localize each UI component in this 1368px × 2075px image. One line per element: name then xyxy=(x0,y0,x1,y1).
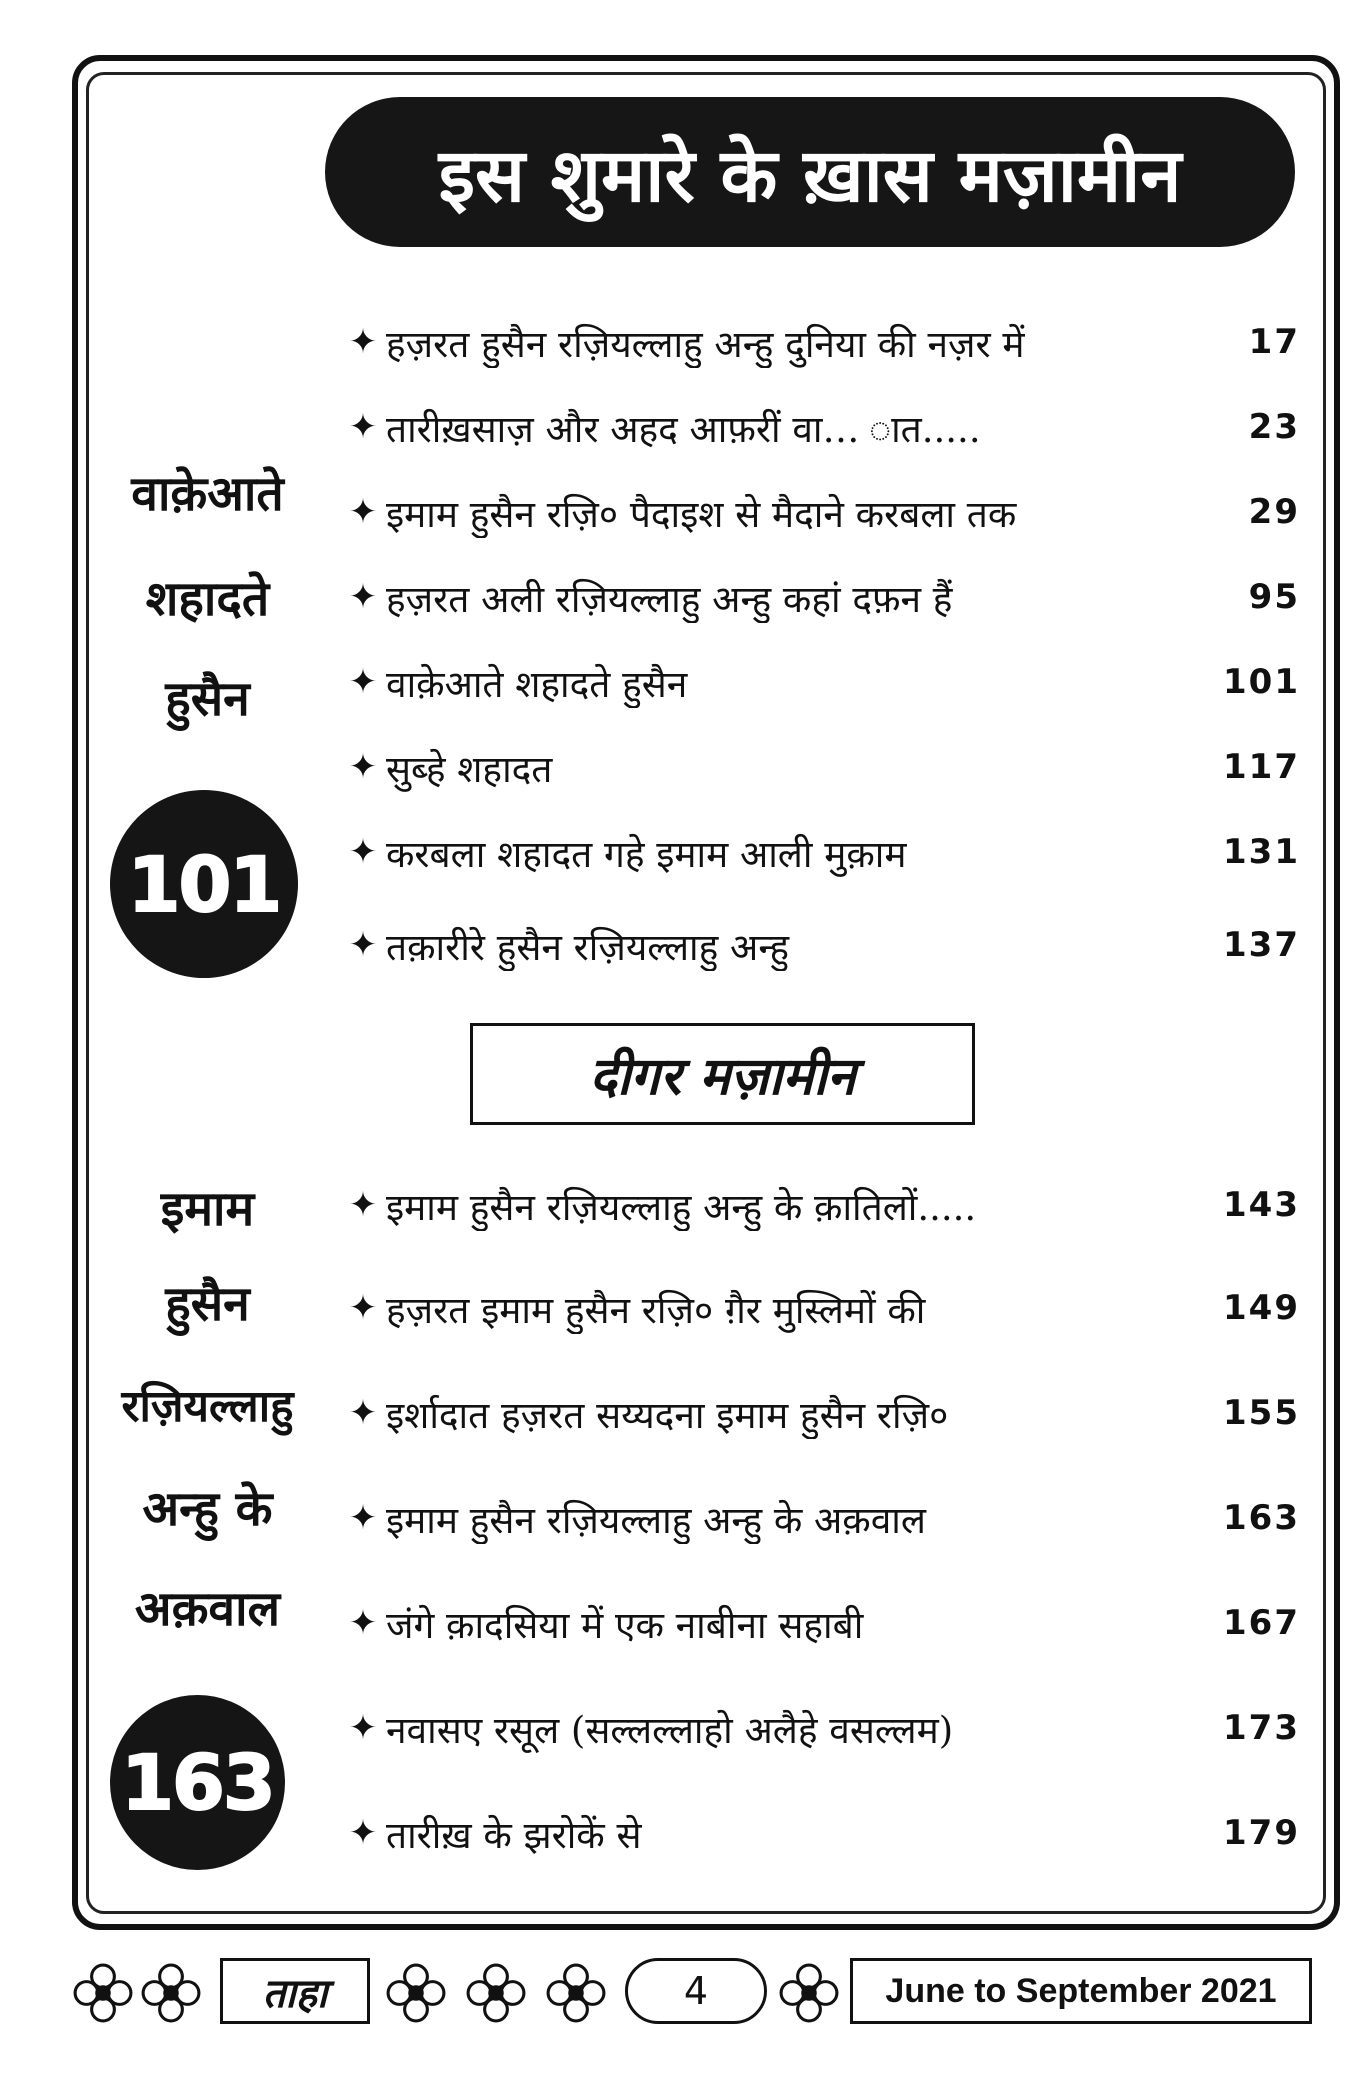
diamond-star-icon: ✦ xyxy=(348,577,378,617)
section1-page-badge: 101 xyxy=(110,790,298,978)
toc-entry[interactable] xyxy=(340,312,1300,372)
toc-entry-page: 167 xyxy=(1223,1603,1300,1643)
toc-entry-page: 17 xyxy=(1248,322,1300,362)
toc-entry-page: 29 xyxy=(1248,492,1300,532)
toc-entry-title: नवासए रसूल (सल्लल्लाहो अलैहे वसल्लम) xyxy=(386,1708,954,1752)
toc-entry-title: हज़रत हुसैन रज़ियल्लाहु अन्हु दुनिया की नज़र में xyxy=(386,322,1025,366)
toc-entry-page: 23 xyxy=(1248,407,1300,447)
diamond-star-icon: ✦ xyxy=(348,662,378,702)
section2-label-line3: रज़ियल्लाहु xyxy=(121,1381,294,1432)
page-number: 4 xyxy=(625,1958,767,2024)
toc-entry-title: इमाम हुसैन रज़ियल्लाहु अन्हु के क़ातिलों..... xyxy=(386,1185,977,1229)
toc-entry-page: 173 xyxy=(1223,1708,1300,1748)
toc-entry[interactable] xyxy=(340,822,1300,882)
toc-entry[interactable] xyxy=(340,1383,1300,1443)
toc-entry[interactable] xyxy=(340,397,1300,457)
toc-entry-page: 179 xyxy=(1223,1813,1300,1853)
section2-label-line5: अक़वाल xyxy=(134,1581,281,1637)
diamond-star-icon: ✦ xyxy=(348,1603,378,1643)
magazine-name: ताहा xyxy=(220,1958,370,2024)
flower-ornament-icon xyxy=(545,1962,607,2024)
section2-label-line4: अन्हु के xyxy=(142,1481,273,1537)
diamond-star-icon: ✦ xyxy=(348,832,378,872)
flower-ornament-icon xyxy=(72,1962,134,2024)
diamond-star-icon: ✦ xyxy=(348,1813,378,1853)
section2-label-line2: हुसैन xyxy=(165,1276,250,1332)
diamond-star-icon: ✦ xyxy=(348,322,378,362)
flower-ornament-icon xyxy=(778,1962,840,2024)
toc-entry[interactable] xyxy=(340,737,1300,797)
toc-entry-page: 131 xyxy=(1223,832,1300,872)
section1-label-line2: शहादते xyxy=(145,571,270,627)
toc-entry-page: 101 xyxy=(1223,662,1300,702)
toc-entry-title: तारीख़ के झरोकें से xyxy=(386,1813,642,1857)
diamond-star-icon: ✦ xyxy=(348,925,378,965)
diamond-star-icon: ✦ xyxy=(348,407,378,447)
toc-entry[interactable] xyxy=(340,1803,1300,1863)
toc-entry-title: हज़रत इमाम हुसैन रज़ि० ग़ैर मुस्लिमों की xyxy=(386,1288,926,1332)
page-footer xyxy=(0,1950,1368,2040)
toc-entry[interactable] xyxy=(340,1488,1300,1548)
section1-label-line3: हुसैन xyxy=(165,671,250,727)
toc-entry-page: 117 xyxy=(1223,747,1300,787)
section-subheading: दीगर मज़ामीन xyxy=(470,1023,975,1125)
flower-ornament-icon xyxy=(140,1962,202,2024)
toc-entry-title: सुब्हे शहादत xyxy=(386,747,553,791)
toc-entry-title: इमाम हुसैन रज़ि० पैदाइश से मैदाने करबला तक xyxy=(386,492,1017,536)
toc-entry-page: 137 xyxy=(1223,925,1300,965)
flower-ornament-icon xyxy=(465,1962,527,2024)
page-title: इस शुमारे के ख़ास मज़ामीन xyxy=(325,97,1295,247)
diamond-star-icon: ✦ xyxy=(348,492,378,532)
diamond-star-icon: ✦ xyxy=(348,1288,378,1328)
toc-entry[interactable] xyxy=(340,1175,1300,1235)
toc-entry-title: तारीख़साज़ और अहद आफ़रीं वा… ात..... xyxy=(386,407,981,451)
issue-date: June to September 2021 xyxy=(850,1958,1312,2024)
toc-entry[interactable] xyxy=(340,915,1300,975)
toc-entry-page: 163 xyxy=(1223,1498,1300,1538)
flower-ornament-icon xyxy=(385,1962,447,2024)
diamond-star-icon: ✦ xyxy=(348,747,378,787)
toc-entry-title: हज़रत अली रज़ियल्लाहु अन्हु कहां दफ़न हैं xyxy=(386,577,953,621)
toc-entry[interactable] xyxy=(340,1593,1300,1653)
toc-entry[interactable] xyxy=(340,652,1300,712)
section1-label-line1: वाक़ेआते xyxy=(131,466,284,522)
diamond-star-icon: ✦ xyxy=(348,1498,378,1538)
toc-entry-page: 95 xyxy=(1248,577,1300,617)
toc-entry[interactable] xyxy=(340,482,1300,542)
diamond-star-icon: ✦ xyxy=(348,1185,378,1225)
toc-entry-title: वाक़ेआते शहादते हुसैन xyxy=(386,662,688,706)
toc-entry-page: 149 xyxy=(1223,1288,1300,1328)
toc-entry-title: इर्शादात हज़रत सय्यदना इमाम हुसैन रज़ि० xyxy=(386,1393,949,1437)
toc-entry-title: करबला शहादत गहे इमाम आली मुक़ाम xyxy=(386,832,907,876)
toc-entry-title: जंगे क़ादसिया में एक नाबीना सहाबी xyxy=(386,1603,864,1647)
toc-entry-page: 155 xyxy=(1223,1393,1300,1433)
toc-entry[interactable] xyxy=(340,1278,1300,1338)
toc-entry[interactable] xyxy=(340,1698,1300,1758)
diamond-star-icon: ✦ xyxy=(348,1708,378,1748)
toc-entry-page: 143 xyxy=(1223,1185,1300,1225)
toc-entry[interactable] xyxy=(340,567,1300,627)
toc-entry-title: तक़ारीरे हुसैन रज़ियल्लाहु अन्हु xyxy=(386,925,790,969)
section2-page-badge: 163 xyxy=(110,1695,285,1870)
diamond-star-icon: ✦ xyxy=(348,1393,378,1433)
section2-label-line1: इमाम xyxy=(160,1181,255,1237)
toc-entry-title: इमाम हुसैन रज़ियल्लाहु अन्हु के अक़वाल xyxy=(386,1498,926,1542)
